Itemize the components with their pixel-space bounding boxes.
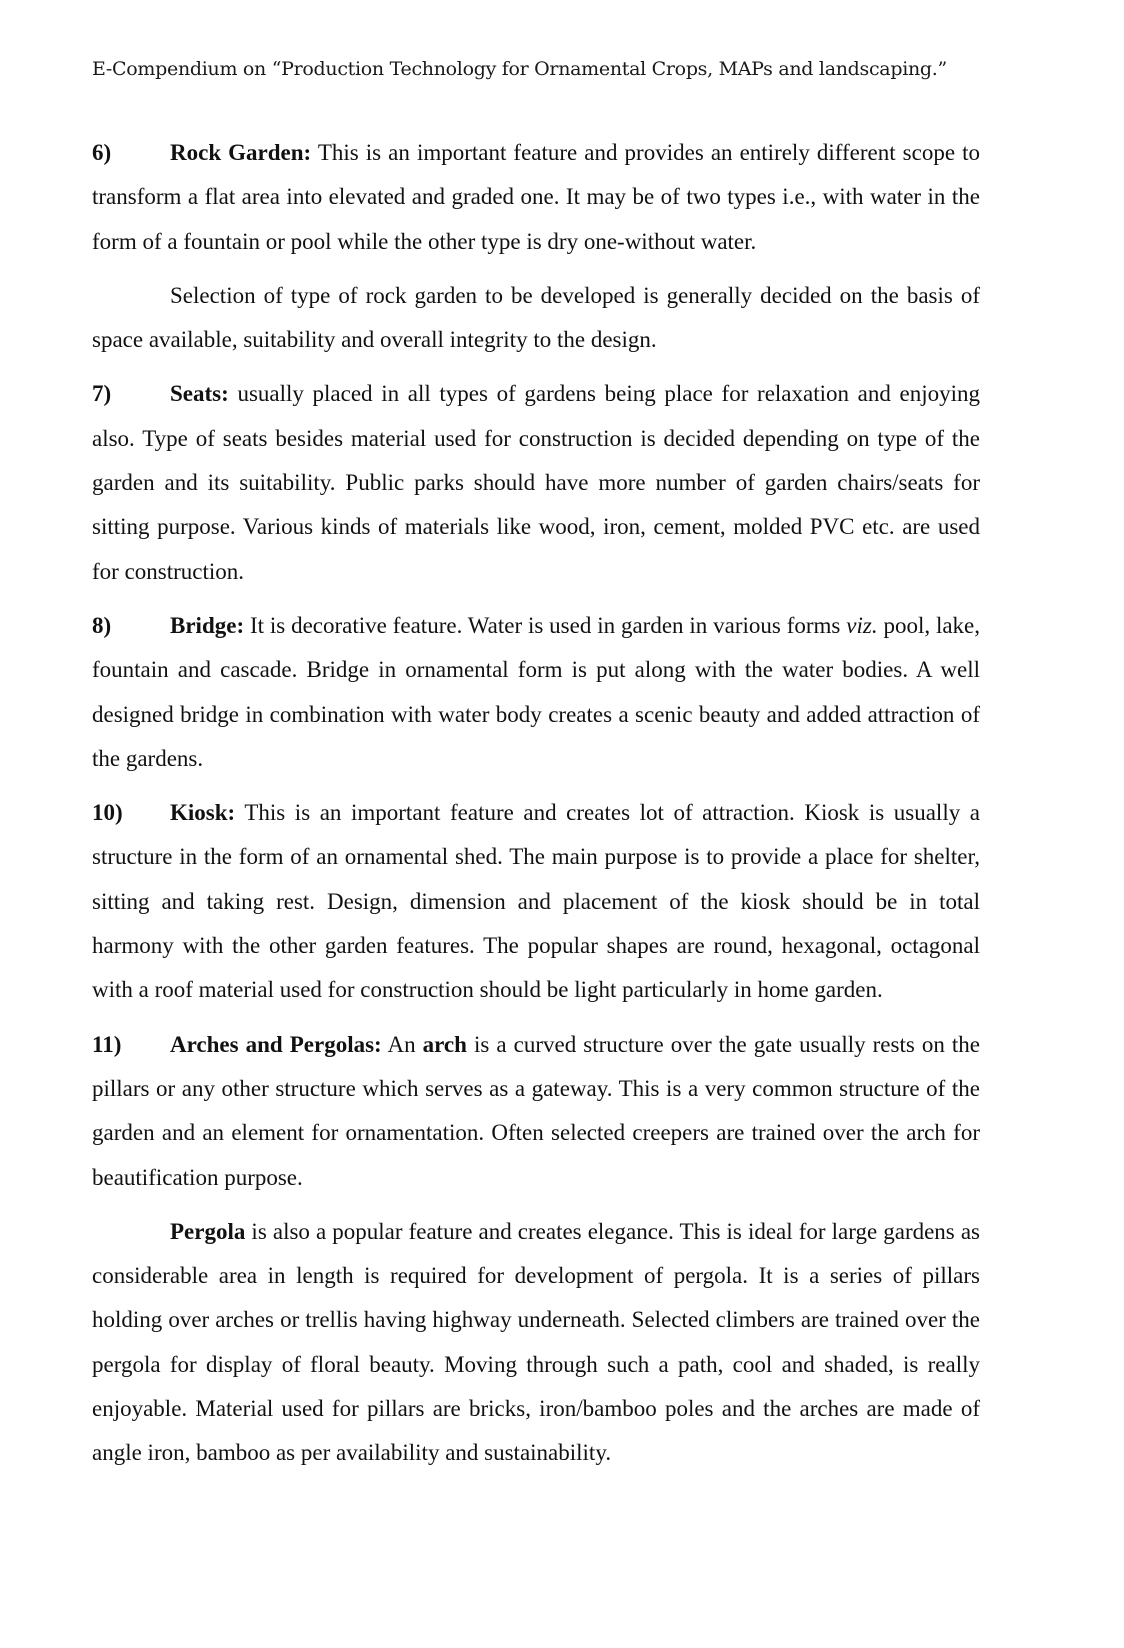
- section-rock-garden-continuation: [92, 274, 980, 363]
- section-pergola-continuation: [92, 1210, 980, 1476]
- section-text: usually placed in all types of gardens being place for relaxation and enjoying also. Type of seats besides material used for construction is decided depending on type of the garden and its suitability. Public parks should have more number of garden chairs/seats for sitting purpose. Various kinds of materials like wood, iron, cement, molded PVC etc. are used for construction.: [92, 381, 980, 584]
- section-number: 10): [92, 800, 123, 826]
- section-text: An: [381, 1031, 423, 1057]
- section-term: Bridge:: [170, 612, 245, 638]
- section-text: It is decorative feature. Water is used in garden in various forms: [244, 612, 847, 638]
- section-text: This is an important feature and provides an entirely different scope to transform a flat area into elevated and graded one. It may be of two types i.e., with water in the form of a fountain or pool while the other type is dry one-without water.: [92, 140, 980, 254]
- section-bridge: [92, 604, 980, 781]
- section-text: This is an important feature and creates lot of attraction. Kiosk is usually a structure in the form of an ornamental shed. The main purpose is to provide a place for shelter, sitting and taking rest. Design, dimension and placement of the kiosk should be in total harmony with the other garden features. The popular shapes are round, hexagonal, octagonal with a roof material used for construction should be light particularly in home garden.: [92, 800, 980, 1003]
- section-number: 8): [92, 612, 112, 638]
- paragraph-text: is also a popular feature and creates elegance. This is ideal for large gardens as considerable area in length is required for development of pergola. It is a series of pillars holding over arches or trellis having highway underneath. Selected climbers are trained over the pergola for display of floral beauty. Moving through such a path, cool and shaded, is really enjoyable. Material used for pillars are bricks, iron/bamboo poles and the arches are made of angle iron, bamboo as per availability and sustainability.: [92, 1218, 980, 1466]
- header-title: E-Compendium on “Production Technology for Ornamental Crops, MAPs and landscaping.”: [92, 58, 947, 80]
- section-kiosk: [92, 791, 980, 1012]
- section-number: 7): [92, 381, 112, 407]
- italic-text: viz.: [846, 612, 878, 638]
- section-term: Kiosk:: [170, 800, 236, 826]
- paragraph-text: Selection of type of rock garden to be developed is generally decided on the basis of space available, suitability and overall integrity to the design.: [92, 282, 980, 353]
- section-text: pool, lake, fountain and cascade. Bridge in ornamental form is put along with the water bodies. A well designed bridge in combination with water body creates a scenic beauty and added attraction of the gardens.: [92, 612, 981, 771]
- section-seats: [92, 372, 980, 593]
- section-number: 6): [92, 140, 112, 165]
- section-term: Arches and Pergolas:: [170, 1031, 382, 1057]
- page-header: [92, 58, 992, 80]
- section-arches-pergolas: [92, 1023, 980, 1200]
- lead-bold-term: Pergola: [170, 1218, 246, 1244]
- section-term: Rock Garden:: [170, 140, 312, 165]
- section-number: 11): [92, 1031, 122, 1057]
- section-rock-garden: [92, 131, 980, 264]
- document-body: [92, 131, 980, 1486]
- bold-inline-term: arch: [422, 1031, 467, 1057]
- section-term: Seats:: [170, 381, 229, 407]
- section-text: is a curved structure over the gate usually rests on the pillars or any other structure which serves as a gateway. This is a very common structure of the garden and an element for ornamentation. Often selected creepers are trained over the arch for beautification purpose.: [92, 1031, 980, 1190]
